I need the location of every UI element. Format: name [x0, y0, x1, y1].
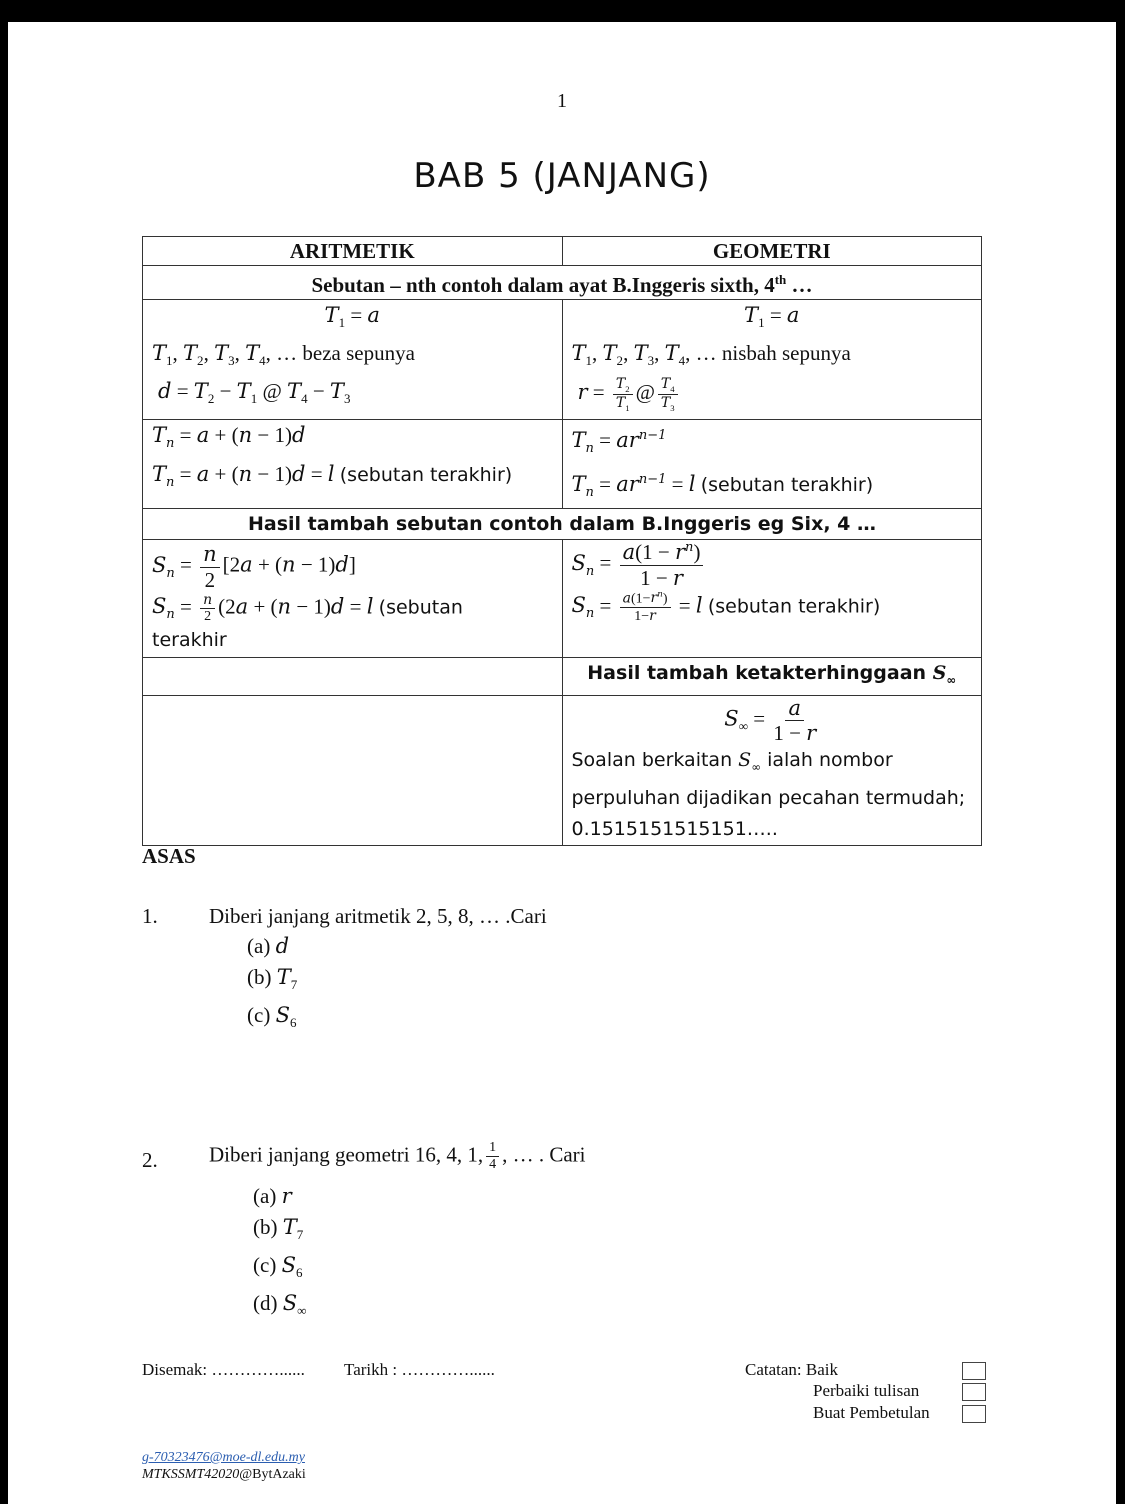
- ar-first-term-cell: $T_1 = a$ $T_1$, $T_2$, $T_3$, $T_4$, … beza sepunya $d = T_2 - T_1$ @ $T_4 - T_3$: [143, 300, 563, 420]
- soalan-line-2: perpuluhan dijadikan pecahan termudah;: [571, 787, 966, 810]
- empty-cell-ar-2: [143, 696, 563, 846]
- disemak-field: Disemak: …………......: [142, 1360, 305, 1379]
- question-1-text: Diberi janjang aritmetik 2, 5, 8, … .Cari: [209, 904, 547, 928]
- empty-cell-ar-1: [143, 658, 563, 696]
- formula-table: [142, 236, 982, 846]
- ar-sn-cell: $S_n$ = $\frac{n}{2}$ [2a + (n − 1)d] $S_n$ = $\frac{n}{2}$ (2a + (n − 1)d = l (sebutan terakhir: [143, 540, 563, 658]
- catatan-pembetulan: Buat Pembetulan: [813, 1403, 930, 1422]
- geo-nisbah-label: nisbah sepunya: [721, 341, 851, 366]
- ar-sn-sebutan: (sebutan: [378, 596, 463, 619]
- ar-tn-cell: $T_n = a + (n - 1)d$ $T_n = a + (n - 1)d = l$ (sebutan terakhir): [143, 420, 563, 509]
- question-1-number: 1.: [142, 904, 158, 928]
- email-link[interactable]: g-70323476@moe-dl.edu.my: [142, 1450, 305, 1465]
- doc-code: [142, 1467, 306, 1483]
- checkbox-perbaiki[interactable]: [962, 1383, 986, 1401]
- ar-sebutan-terakhir: (sebutan terakhir): [339, 464, 513, 487]
- page-number: 1: [557, 90, 567, 112]
- question-2-parts: (a) r (b) $T_7$ (c) $S_6$ (d) $S_\infty$: [253, 1184, 307, 1319]
- geo-sebutan-terakhir: (sebutan terakhir): [700, 474, 874, 497]
- catatan-baik: Catatan: Baik: [745, 1360, 839, 1379]
- geo-tn-cell: $T_n = ar^{n-1}$ $T_n = ar^{n-1} = l$ (sebutan terakhir): [562, 420, 982, 509]
- hasil-tambah-header: Hasil tambah sebutan contoh dalam B.Inggeris eg Six, 4 …: [143, 509, 982, 540]
- geo-first-term-cell: $T_1 = a$ $T_1$, $T_2$, $T_3$, $T_4$, … nisbah sepunya r = $\frac{T_2}{T_1}$ @ $\frac{T_4}{T_3}$: [562, 300, 982, 420]
- question-2-text: Diberi janjang geometri 16, 4, 1, $\frac{1}{4}$ , … . Cari: [209, 1140, 586, 1173]
- page-title: BAB 5 (JANJANG): [413, 156, 711, 196]
- checkbox-baik[interactable]: [962, 1362, 986, 1380]
- ar-beza-label: beza sepunya: [302, 341, 415, 366]
- tarikh-field: Tarikh : …………......: [344, 1360, 495, 1379]
- ar-sn-terakhir: terakhir: [152, 628, 227, 651]
- question-2-number: 2.: [142, 1148, 158, 1172]
- geo-sinf-cell: $S_\infty$ = $\frac{a}{1 - r}$ Soalan berkaitan $S_\infty$ ialah nombor perpuluhan dijadikan pecahan termudah; 0.1515151515151…..: [562, 696, 982, 846]
- question-1-parts: (a) d (b) $T_7$ (c) $S_6$: [247, 934, 298, 1031]
- checkbox-pembetulan[interactable]: [962, 1405, 986, 1423]
- doc-code-suffix: @BytAzaki: [239, 1467, 306, 1482]
- ketakterhinggaan-header: Hasil tambah ketakterhinggaan $S_\infty$: [562, 658, 982, 696]
- col-header-aritmetik: ARITMETIK: [143, 237, 563, 266]
- catatan-perbaiki: Perbaiki tulisan: [813, 1381, 920, 1400]
- soalan-line-3: 0.1515151515151…..: [571, 818, 778, 841]
- doc-code-prefix: MTKSSMT42020: [142, 1467, 240, 1482]
- geo-sn-cell: $S_n$ = $\frac{a(1 - r^n)}{1 - r}$ $S_n$ = $\frac{a(1-r^n)}{1-r}$ = l (sebutan terakhir): [562, 540, 982, 658]
- section-heading-asas: ASAS: [142, 844, 196, 868]
- geo-sn-sebutan-terakhir: (sebutan terakhir): [707, 595, 881, 618]
- sebutan-header: Sebutan – nth contoh dalam ayat B.Inggeris sixth, 4th …: [143, 266, 982, 300]
- worksheet-page: [8, 22, 1116, 1504]
- col-header-geometri: GEOMETRI: [562, 237, 982, 266]
